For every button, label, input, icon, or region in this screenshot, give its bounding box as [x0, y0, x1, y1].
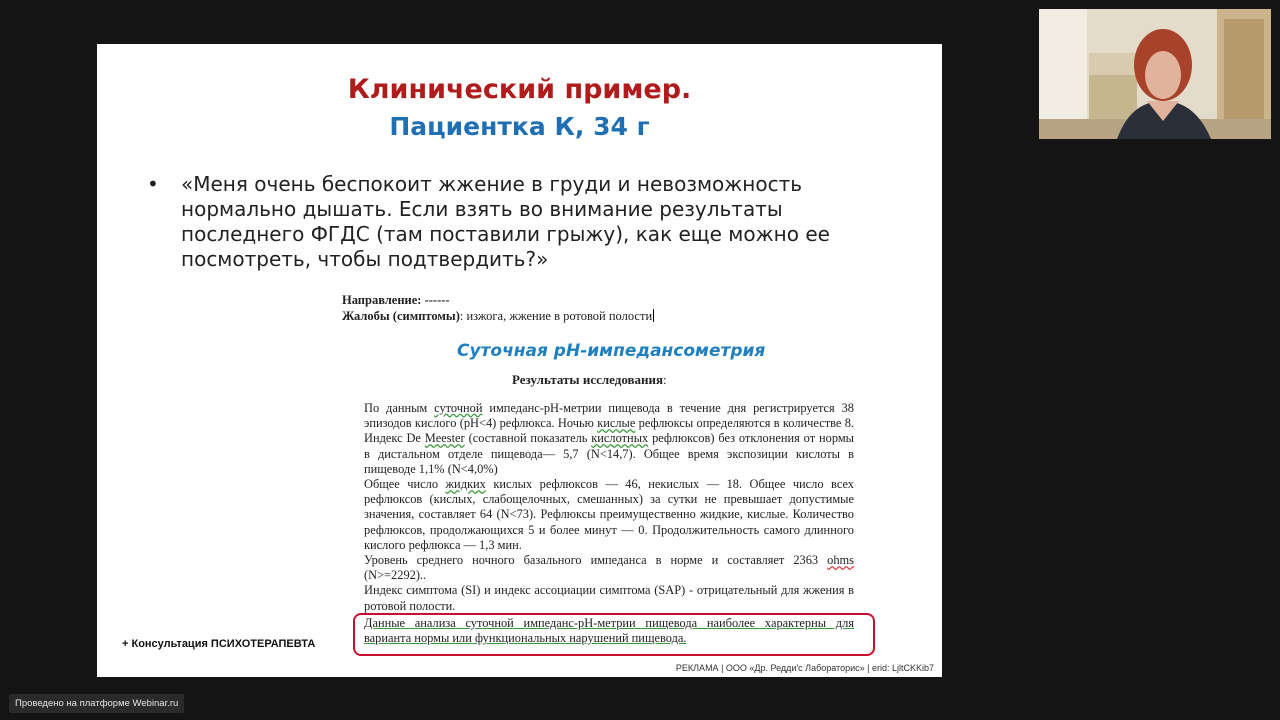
ad-disclaimer: РЕКЛАМА | ООО «Др. Редди'с Лабораторис» | erid: LjltCKKib7 [675, 663, 934, 673]
speaker-webcam[interactable] [1039, 9, 1271, 139]
slide-title: Клинический пример. [347, 74, 692, 105]
results-paragraph-2: Общее число жидких кислых рефлюксов — 46, некислых — 18. Общее число всех рефлюксов (кислых, слабощелочных, смешанных) за сутки не превышает допустимые значения, составляет 64 (N<73). Рефлюксы преимущественно жидкие, кислые. Количество рефлюксов, продолжающихся 5 и более минут — 0. Продолжительность самого длинного кислого рефлюкса — 1,3 мин. [364, 477, 854, 552]
complaints-value: : изжога, жжение в ротовой полости [459, 309, 653, 323]
conclusion-text: Данные анализа суточной импеданс-рН-метрии пищевода наиболее характерны для варианта нормы или функциональных нарушений пищевода. [364, 616, 854, 646]
bullet-icon: • [147, 172, 159, 196]
webcam-video-icon [1039, 9, 1271, 139]
text-cursor [653, 309, 654, 322]
platform-badge: Проведено на платформе Webinar.ru [9, 694, 184, 713]
complaints-label: Жалобы (симптомы) [342, 309, 460, 323]
presentation-slide [97, 44, 942, 677]
slide-subtitle: Пациентка К, 34 г [389, 112, 650, 141]
results-heading: Результаты исследования: [512, 372, 667, 387]
referral-block [342, 292, 654, 324]
method-title: Суточная рН-импедансометрия [457, 341, 766, 361]
quote-text: «Меня очень беспокоит жжение в груди и невозможность нормально дышать. Если взять во внимание результаты последнего ФГДС (там поставили грыжу), как еще можно ее посмотреть, чтобы подтвердить?» [181, 172, 830, 271]
results-paragraph-3: Уровень среднего ночного базального импеданса в норме и составляет 2363 ohms (N>=2292).. [364, 553, 854, 583]
results-paragraph-4: Индекс симптома (SI) и индекс ассоциации симптома (SAP) - отрицательный для жжения в ротовой полости. [364, 583, 854, 613]
direction-value: ------ [421, 293, 450, 307]
results-body [364, 401, 854, 614]
psychotherapist-note: + Консультация ПСИХОТЕРАПЕВТА [122, 638, 316, 650]
results-paragraph-1: По данным суточной импеданс-рН-метрии пищевода в течение дня регистрируется 38 эпизодов кислого (рН<4) рефлюкса. Ночью кислые рефлюксы определяются в количестве 8. Индекс De Meester (составной показатель кислотных рефлюксов) без отклонения от нормы в дистальном отделе пищевода— 5,7 (N<14,7). Общее время экспозиции кислоты в пищеводе 1,1% (N<4,0%) [364, 401, 854, 476]
direction-label: Направление: [342, 293, 422, 307]
